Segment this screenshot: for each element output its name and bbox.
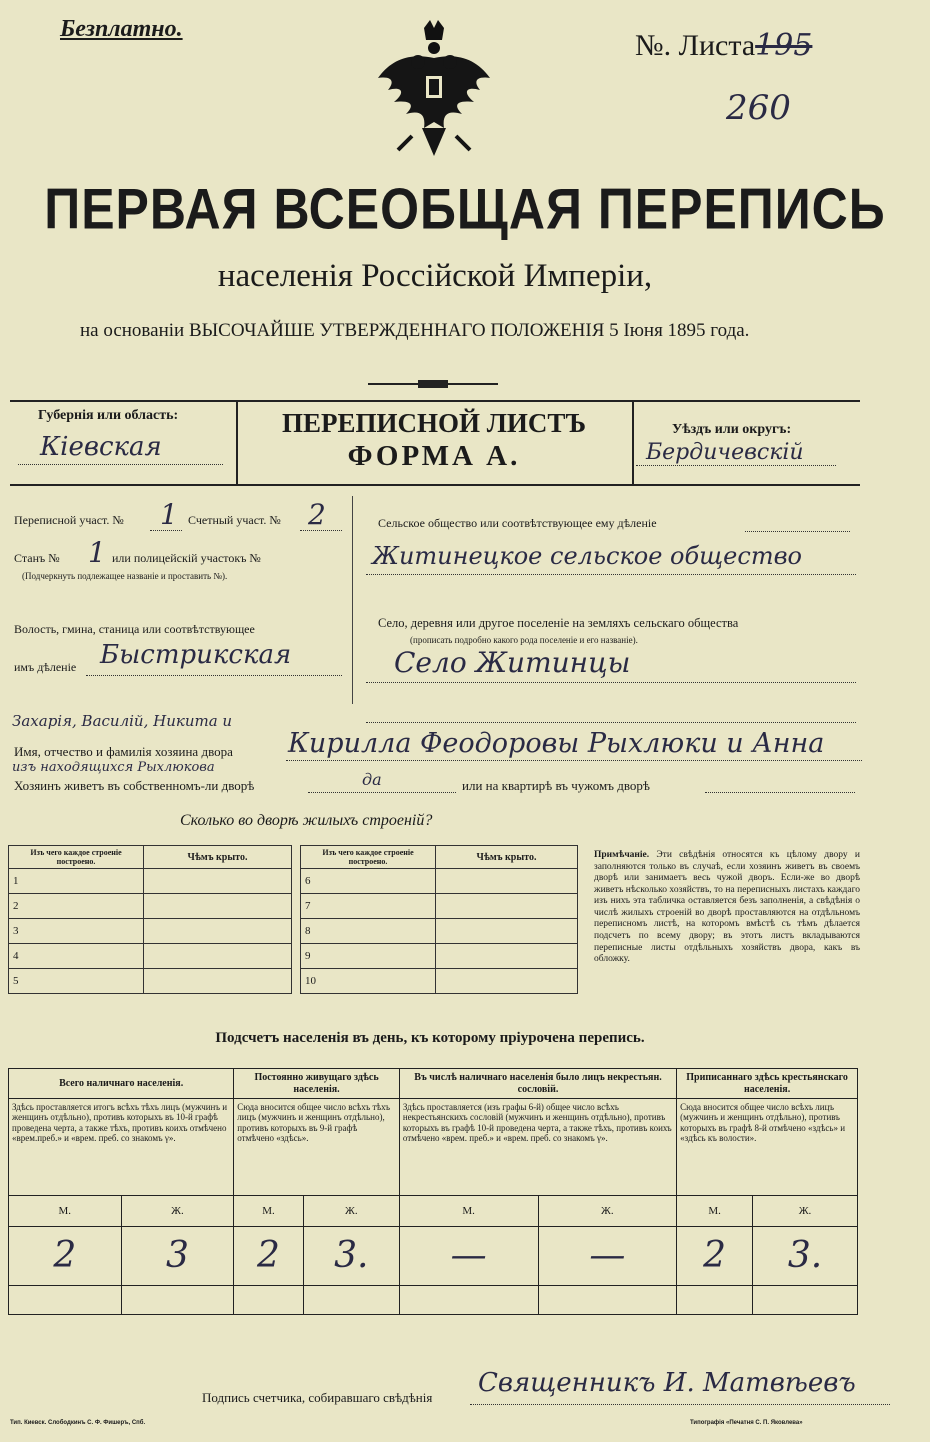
male-header: М. [399, 1196, 538, 1227]
lives-label: Хозяинъ живетъ въ собственномъ-ли дворѣ [14, 778, 255, 793]
volost-label-2: имъ дѣленіе [14, 660, 77, 674]
uezd-label: Уѣздъ или округъ: [672, 422, 792, 437]
stan-value: 1 [88, 536, 106, 569]
stan-label: Станъ № [14, 551, 60, 565]
count-value: 3. [753, 1227, 858, 1286]
col-roof: Чѣмъ крыто. [144, 846, 292, 869]
sign-value: Священникъ И. Матвѣевъ [478, 1368, 856, 1398]
row-num: 10 [301, 969, 436, 994]
page-subtitle: населенія Россійской Имперіи, [217, 258, 653, 294]
page-title: ПЕРВАЯ ВСЕОБЩАЯ ПЕРЕПИСЬ [44, 176, 886, 242]
society-value: Житинецкое сельское общество [372, 542, 802, 570]
owner-name-label: Имя, отчество и фамилія хозяина двора [14, 744, 233, 759]
col1-desc: Здѣсь проставляется итогъ всѣхъ тѣхъ лицъ (мужчинъ и женщинъ отдѣльно), противъ которыхъ въ 10-й графѣ проведена черта, а также тѣхъ, противъ коихъ отмѣчено «врем.преб.» и «врем. преб. со знакомъ γ». [9, 1099, 234, 1196]
note-title: Примѣчаніе. [594, 850, 650, 860]
col-roof: Чѣмъ крыто. [436, 846, 578, 869]
count-value: — [399, 1227, 538, 1286]
double-headed-eagle-icon [372, 18, 497, 168]
female-header: Ж. [303, 1196, 399, 1227]
male-header: М. [677, 1196, 753, 1227]
printer-right: Типографія «Печатня С. П. Яковлева» [690, 1420, 803, 1426]
male-header: М. [9, 1196, 122, 1227]
schet-uch-label: Счетный участ. № [188, 513, 281, 527]
col3-desc: Здѣсь проставляется (изъ графы 6-й) общее число всѣхъ некрестьянскихъ сословій (мужчинъ и женщинъ отдѣльно), противъ которыхъ въ графѣ 10-й проведена черта, а также тѣхъ, противъ коихъ отмѣчено «врем. преб.» и «врем. преб. со знакомъ γ». [399, 1099, 676, 1196]
row-num: 1 [9, 869, 144, 894]
col-built: Изъ чего каждое строеніе построено. [9, 846, 144, 869]
count-title: Подсчетъ населенія въ день, къ которому пріурочена перепись. [215, 1030, 645, 1046]
female-header: Ж. [538, 1196, 677, 1227]
lives-value: да [362, 770, 382, 789]
col4-desc: Сюда вносится общее число всѣхъ лицъ (мужчинъ и женщинъ отдѣльно), противъ которыхъ въ графѣ 8-й отмѣчено «здѣсь» и «здѣсь къ волости». [677, 1099, 858, 1196]
count-value: 2 [677, 1227, 753, 1286]
col1-head: Всего наличнаго населенія. [9, 1069, 234, 1099]
volost-value: Быстрикская [100, 640, 292, 670]
printer-left: Тип. Киевск. Слободкинъ С. Ф. Фишеръ, Спб. [10, 1420, 146, 1426]
count-value: 2 [234, 1227, 303, 1286]
female-header: Ж. [753, 1196, 858, 1227]
row-num: 2 [9, 894, 144, 919]
buildings-table-left [8, 845, 292, 994]
owner-hand-above: Захарія, Василій, Никита и [12, 712, 233, 730]
society-label: Сельское общество или соотвѣтствующее ему дѣленіе [378, 516, 657, 530]
row-num: 4 [9, 944, 144, 969]
count-value: 3 [121, 1227, 234, 1286]
buildings-table-right [300, 845, 578, 994]
uezd-value: Бердичевскій [646, 440, 804, 465]
underline-note: (Подчеркнуть подлежащее названіе и проставить №). [22, 571, 228, 581]
row-num: 3 [9, 919, 144, 944]
col3-head: Въ числѣ наличнаго населенія было лицъ некрестьян. сословій. [399, 1069, 676, 1099]
col-built: Изъ чего каждое строеніе построено. [301, 846, 436, 869]
form-letter: ФОРМА А. [347, 440, 521, 472]
village-value: Село Житинцы [394, 646, 631, 679]
row-num: 8 [301, 919, 436, 944]
male-header: М. [234, 1196, 303, 1227]
free-label: Безплатно. [60, 16, 183, 42]
col2-desc: Сюда вносится общее число всѣхъ тѣхъ лицъ (мужчинъ и женщинъ отдѣльно), противъ которыхъ въ 9-й графѣ отмѣчено «здѣсь». [234, 1099, 400, 1196]
count-value: 2 [9, 1227, 122, 1286]
form-title: ПЕРЕПИСНОЙ ЛИСТЪ [281, 408, 587, 438]
village-note: (прописать подробно какого рода поселеніе и его названіе). [410, 635, 638, 645]
row-num: 9 [301, 944, 436, 969]
owner-name-value: Кирилла Феодоровы Рыхлюки и Анна [288, 728, 825, 759]
col4-head: Приписаннаго здѣсь крестьянскаго населенія. [677, 1069, 858, 1099]
sign-label: Подпись счетчика, собиравшаго свѣдѣнія [202, 1390, 433, 1405]
buildings-question: Сколько во дворѣ жилыхъ строеній? [180, 812, 433, 829]
row-num: 5 [9, 969, 144, 994]
or-label: или на квартирѣ въ чужомъ дворѣ [462, 778, 650, 793]
sheet-number-label: №. Листа [635, 29, 756, 62]
sheet-number-struck: 195 [755, 28, 813, 63]
note-text: Эти свѣдѣнія относятся къ цѣлому двору и заполняются только въ случаѣ, если хозяинъ живетъ въ своемъ дворѣ или занимаетъ весь чужой дворъ. Если-же во дворѣ живетъ нѣсколько хозяйствъ, то на переписныхъ листахъ каждаго изъ нихъ эта табличка оставляется безъ заполненія, а свѣдѣнія о числѣ жилыхъ строеній во дворѣ проставляются на отдѣльномъ переписномъ листѣ, на которомъ вмѣстѣ съ тѣмъ дѣлается подсчетъ по всему двору; въ этотъ листъ вкладываются переписные листы отдѣльныхъ хозяйствъ двора, какъ въ обложку. [594, 850, 861, 965]
buildings-note [594, 850, 860, 966]
basis-line: на основаніи ВЫСОЧАЙШЕ УТВЕРЖДЕННАГО ПОЛОЖЕНІЯ 5 Іюня 1895 года. [80, 320, 750, 341]
row-num: 6 [301, 869, 436, 894]
count-value: 3. [303, 1227, 399, 1286]
owner-hand-below: изъ находящихся Рыхлюкова [12, 760, 215, 775]
perepis-uch-label: Переписной участ. № [14, 513, 124, 527]
count-value: — [538, 1227, 677, 1286]
police-label: или полицейскій участокъ № [112, 551, 261, 565]
count-table [8, 1068, 858, 1315]
sheet-number [635, 28, 812, 63]
ornament-divider [368, 375, 498, 383]
col2-head: Постоянно живущаго здѣсь населенія. [234, 1069, 400, 1099]
gubernia-label: Губернія или область: [38, 408, 179, 423]
volost-label: Волость, гмина, станица или соотвѣтствующее [14, 622, 255, 636]
female-header: Ж. [121, 1196, 234, 1227]
sheet-number-handwritten: 260 [726, 88, 791, 128]
row-num: 7 [301, 894, 436, 919]
village-label: Село, деревня или другое поселеніе на земляхъ сельскаго общества [378, 616, 739, 630]
perepis-uch-value: 1 [160, 498, 178, 531]
schet-uch-value: 2 [308, 498, 326, 531]
gubernia-value: Кіевская [40, 432, 162, 462]
